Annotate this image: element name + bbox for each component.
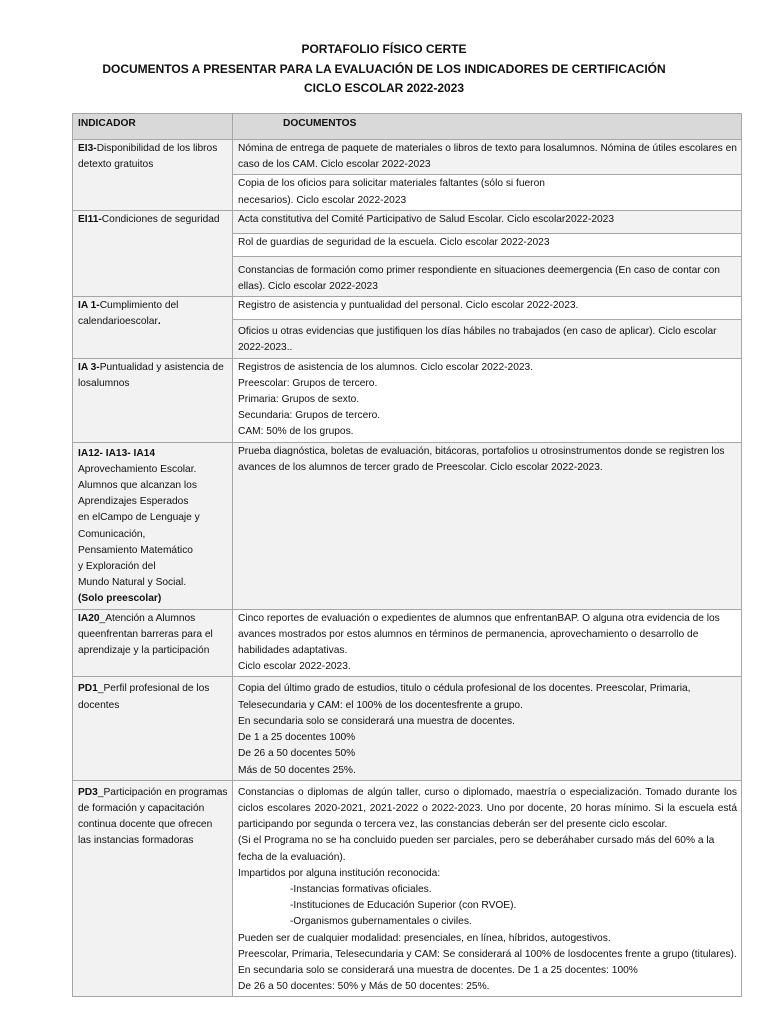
document-line: En secundaria solo se considerará una muestra de docentes. [238, 715, 515, 727]
document-cell [233, 780, 742, 997]
document-bullet: -Instancias formativas oficiales. [290, 883, 432, 895]
document-line: De 1 a 25 docentes 100% [238, 732, 356, 744]
document-paragraph: En secundaria solo se considerará una muestra de docentes. De 1 a 25 docentes: 100% [238, 964, 638, 976]
document-line: Cinco reportes de evaluación o expedientes de alumnos que enfrentanBAP. O alguna otra evidencia de los avances mostrados por estos alumnos en términos de permanencia, aprovechamiento o desarrollo de habilidades adaptativas. [238, 612, 720, 657]
table-row [73, 210, 742, 233]
document-bullet: -Organismos gubernamentales o civiles. [290, 916, 472, 928]
indicator-code: IA 3- [78, 361, 100, 373]
document-cell: Registro de asistencia y puntualidad del personal. Ciclo escolar 2022-2023. [233, 297, 742, 320]
document-paragraph: Preescolar, Primaria, Telesecundaria y CAM: Se considerará al 100% de losdocentes frente a grupo (titulares). [238, 948, 737, 960]
indicator-code: IA20 [78, 612, 100, 624]
document-line: Registros de asistencia de los alumnos. Ciclo escolar 2022-2023. [238, 361, 534, 373]
table-row [73, 297, 742, 320]
document-cell: Prueba diagnóstica, boletas de evaluación, bitácoras, portafolios u otrosinstrumentos donde se registren los avances de los alumnos de tercer grado de Preescolar. Ciclo escolar 2022-2023. [233, 442, 742, 609]
indicator-name: _Perfil profesional de los docentes [78, 683, 210, 711]
indicator-name: Cumplimiento del calendarioescolar [78, 300, 179, 328]
document-cell: Acta constitutiva del Comité Participativo de Salud Escolar. Ciclo escolar2022-2023 [233, 210, 742, 233]
indicator-name: Condiciones de seguridad [101, 213, 220, 225]
document-line: Primaria: Grupos de sexto. [238, 394, 360, 406]
document-cell: Constancias de formación como primer respondiente en situaciones deemergencia (En caso de contar con ellas). Ciclo escolar 2022-2023 [233, 256, 742, 296]
indicator-name: _Atención a Alumnos queenfrentan barreras para el aprendizaje y la participación [78, 612, 213, 657]
document-line: Ciclo escolar 2022-2023. [238, 661, 351, 673]
document-line: Preescolar: Grupos de tercero. [238, 377, 378, 389]
document-line: De 26 a 50 docentes 50% [238, 748, 356, 760]
indicator-line: Alumnos que alcanzan los [78, 480, 197, 492]
title-documentos: DOCUMENTOS A PRESENTAR PARA LA EVALUACIÓN DE LOS INDICADORES DE CERTIFICACIÓN [102, 61, 666, 76]
document-cell: Rol de guardias de seguridad de la escuela. Ciclo escolar 2022-2023 [233, 233, 742, 256]
document-paragraph: Constancias o diplomas de algún taller, curso o diplomado, maestría o especialización. Tomado durante los ciclos escolares 2020-2021, 2021-2022 o 2022-2023. Uno por docente, 20 horas mínimo. Si la escuela está participando por segunda o tercera vez, las constancias deberán ser del presente ciclo escolar. [238, 786, 737, 831]
document-paragraph: De 26 a 50 docentes: 50% y Más de 50 docentes: 25%. [238, 981, 490, 993]
table-row [73, 140, 742, 175]
table-row [73, 780, 742, 997]
indicator-name: Puntualidad y asistencia de losalumnos [78, 361, 224, 389]
document-line: necesarios). Ciclo escolar 2022-2023 [238, 194, 407, 206]
document-line: Copia de los oficios para solicitar materiales faltantes (sólo si fueron [238, 178, 545, 190]
indicator-ei3 [73, 140, 233, 211]
indicator-line: Aprendizajes Esperados [78, 496, 189, 508]
indicator-line: y Exploración del [78, 561, 156, 573]
indicator-line: Mundo Natural y Social. [78, 577, 187, 589]
document-cell: Nómina de entrega de paquete de materiales o libros de texto para losalumnos. Nómina de útiles escolares en caso de los CAM. Ciclo escolar 2022-2023 [233, 140, 742, 175]
document-line: CAM: 50% de los grupos. [238, 426, 354, 438]
indicator-code: PD3 [78, 786, 98, 798]
indicator-code: PD1 [78, 683, 98, 695]
document-bullet: -Instituciones de Educación Superior (con RVOE). [290, 900, 517, 912]
indicator-line: Aprovechamiento Escolar. [78, 463, 197, 475]
indicator-line: Comunicación, [78, 528, 146, 540]
indicator-note: (Solo preescolar) [78, 593, 162, 605]
document-cell [233, 175, 742, 210]
indicator-name: Disponibilidad de los libros detexto gratuitos [78, 143, 218, 171]
indicator-ia20 [73, 609, 233, 677]
indicator-pd3 [73, 780, 233, 997]
document-paragraph: (Si el Programa no se ha concluido pueden ser parciales, pero se deberáhaber cursado más del 60% a la fecha de la evaluación). [238, 835, 715, 863]
document-cell: Oficios u otras evidencias que justifiquen los días hábiles no trabajados (en caso de aplicar). Ciclo escolar 2022-2023.. [233, 320, 742, 358]
document-paragraph: Impartidos por alguna institución reconocida: [238, 867, 441, 879]
table-row [73, 442, 742, 609]
indicator-pd1 [73, 677, 233, 780]
document-cell [233, 677, 742, 780]
document-heading [0, 40, 768, 99]
indicator-name: _Participación en programas de formación y capacitación continua docente que ofrecen las instancias formadoras [78, 786, 228, 847]
document-line: Más de 50 docentes 25%. [238, 764, 356, 776]
indicator-line: en elCampo de Lenguaje y [78, 512, 200, 524]
indicator-ia3 [73, 358, 233, 442]
indicator-line: Pensamiento Matemático [78, 544, 193, 556]
table-row [73, 358, 742, 442]
indicator-dot: . [157, 316, 161, 328]
document-line: Copia del último grado de estudios, titulo o cédula profesional de los docentes. Preescolar, Primaria, Telesecundaria y CAM: el 100% de los docentesfrente a grupo. [238, 683, 691, 711]
indicator-ia1 [73, 297, 233, 358]
document-cell [233, 609, 742, 677]
document-line: Secundaria: Grupos de tercero. [238, 410, 381, 422]
indicators-table [72, 113, 742, 997]
indicator-code: IA 1- [78, 300, 100, 312]
document-paragraph: Pueden ser de cualquier modalidad: presenciales, en línea, híbridos, autogestivos. [238, 932, 611, 944]
indicator-code: EI11- [78, 213, 102, 225]
table-row [73, 677, 742, 780]
table-row [73, 609, 742, 677]
indicator-ia12 [73, 442, 233, 609]
indicator-ei11 [73, 210, 233, 296]
table-header-row [73, 114, 742, 140]
indicator-code: IA12- IA13- IA14 [78, 447, 156, 459]
title-ciclo: CICLO ESCOLAR 2022-2023 [303, 81, 465, 95]
document-cell [233, 358, 742, 442]
header-documentos: DOCUMENTOS [233, 114, 742, 140]
indicator-code: EI3- [78, 143, 97, 154]
title-portafolio: PORTAFOLIO FÍSICO CERTE [301, 42, 467, 56]
header-indicador: INDICADOR [73, 114, 233, 140]
